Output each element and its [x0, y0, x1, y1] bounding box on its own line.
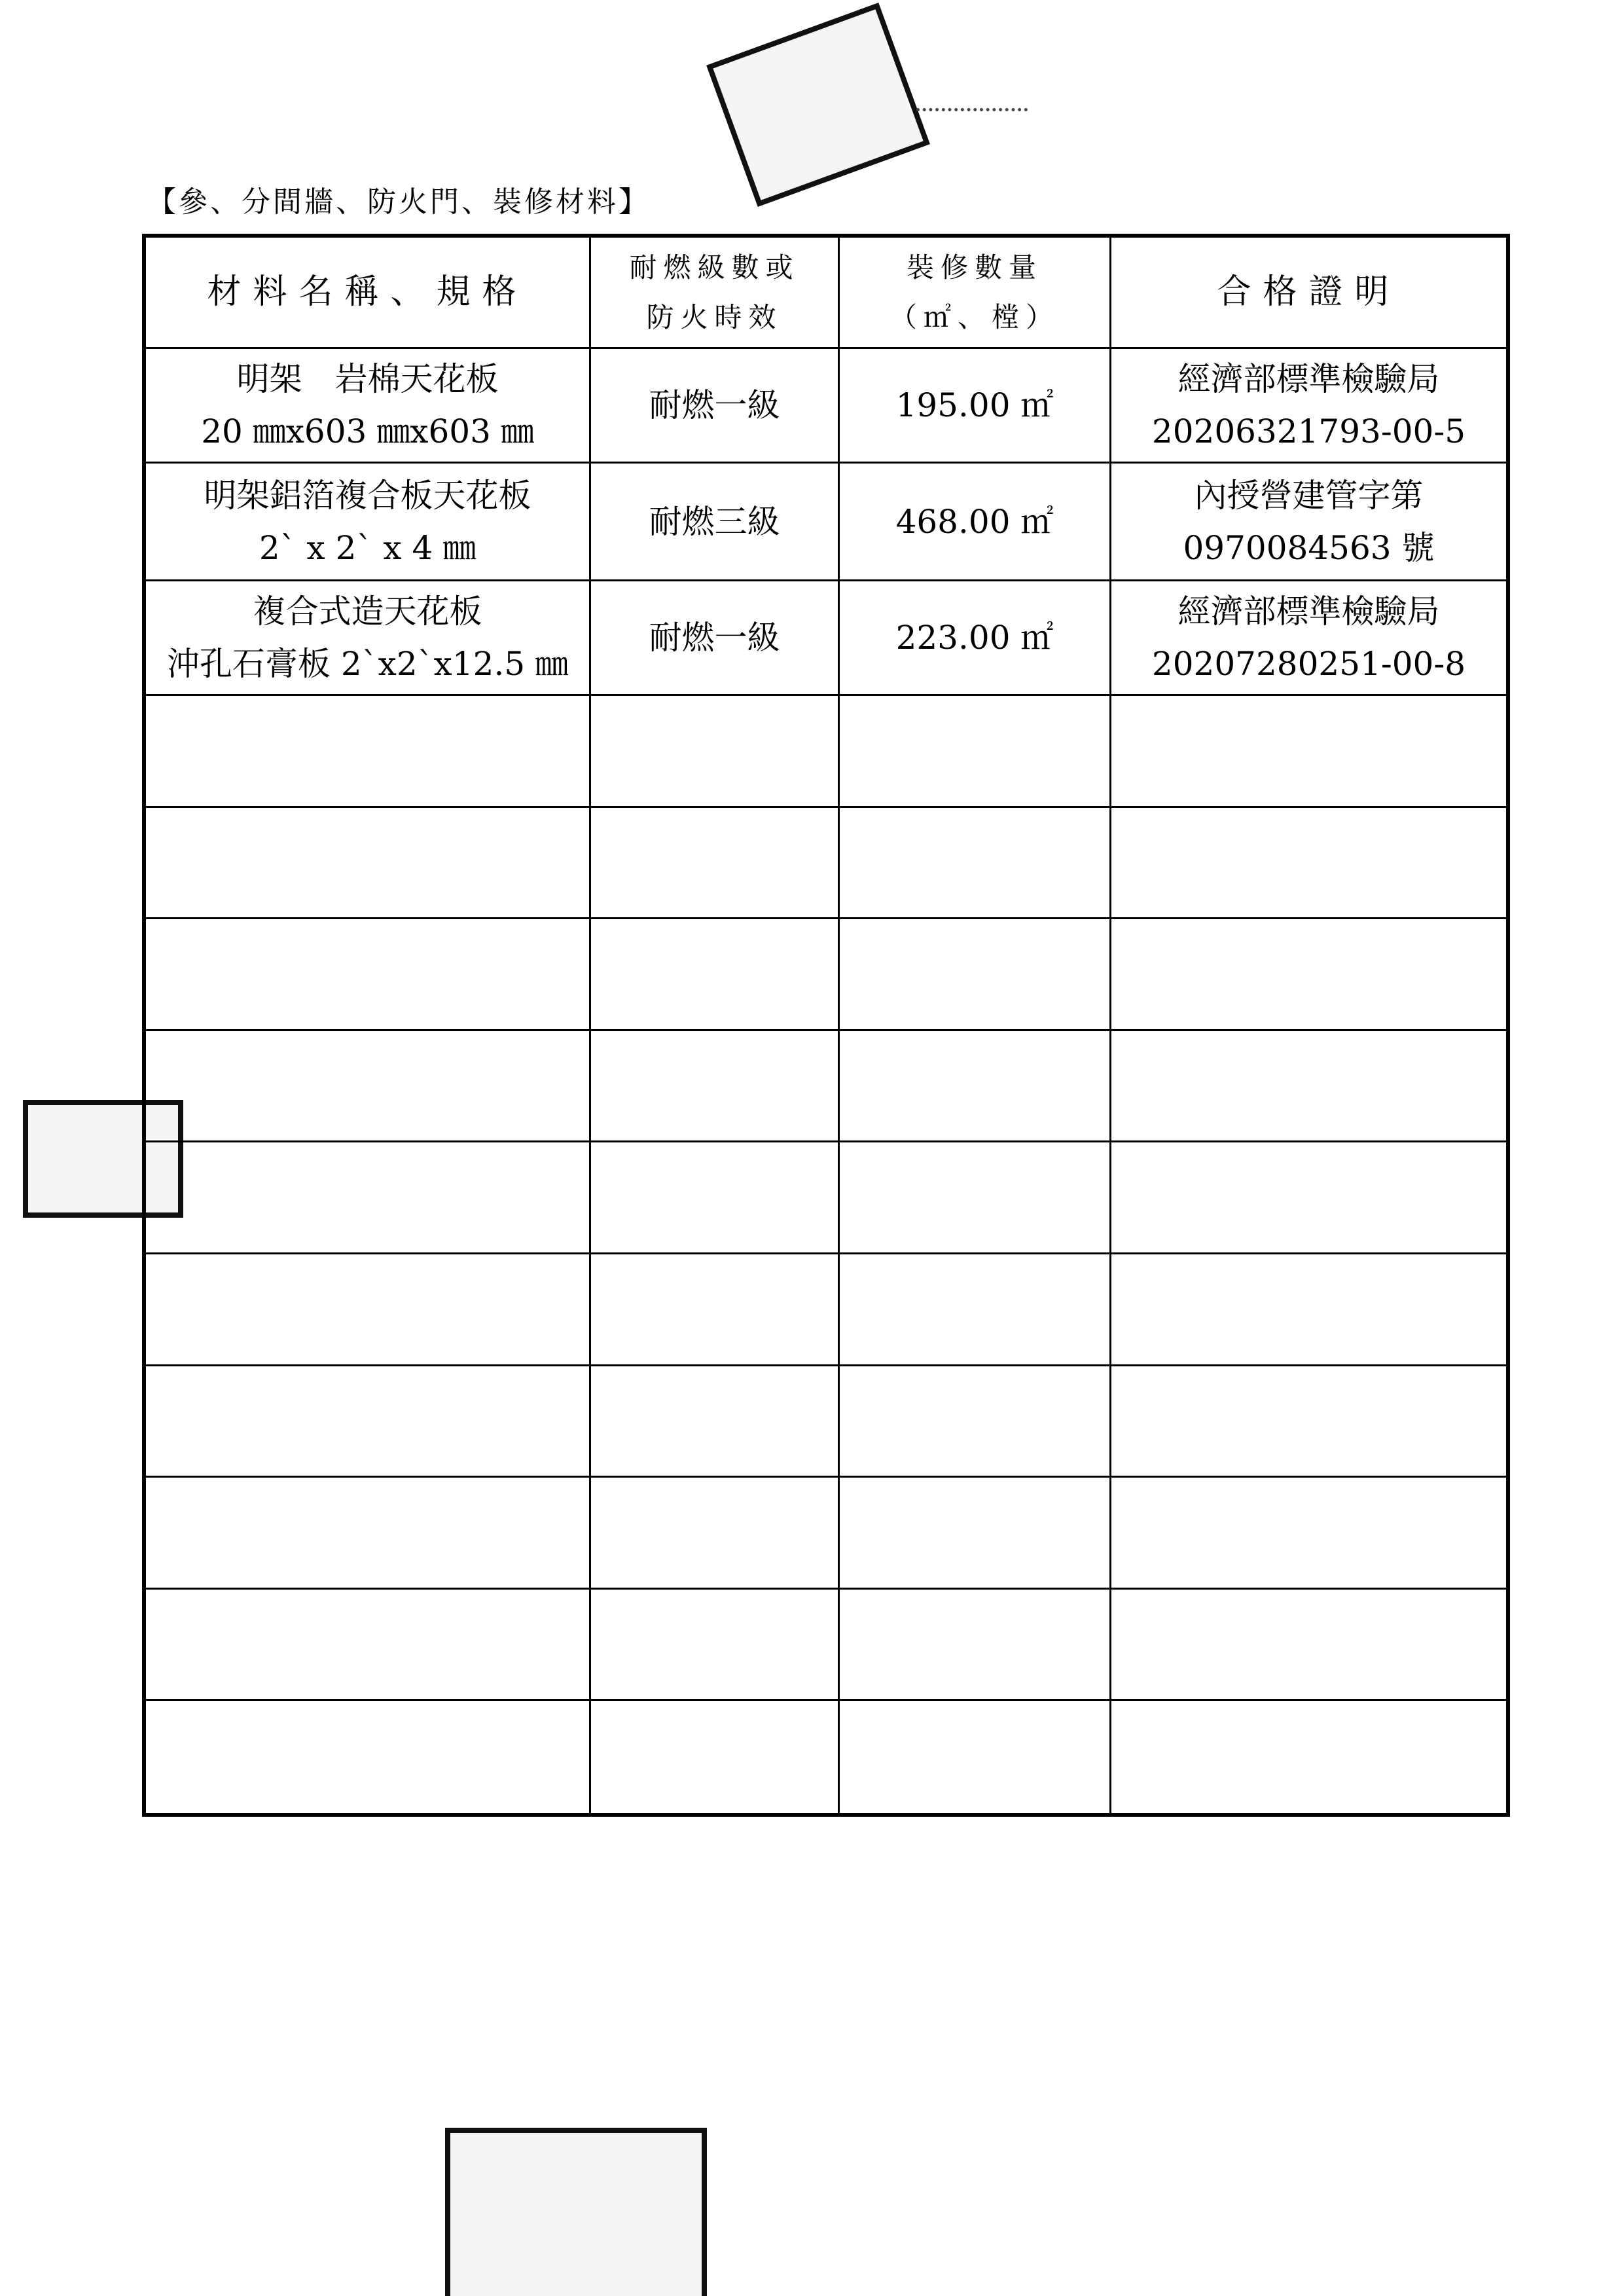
empty-cell — [146, 1590, 591, 1702]
material-name-line1: 明架 岩棉天花板 — [236, 360, 499, 398]
material-spec-line2: 20 ㎜x603 ㎜x603 ㎜ — [201, 412, 534, 450]
empty-cell — [1111, 696, 1506, 808]
empty-cell — [840, 1590, 1111, 1702]
empty-cell — [146, 1366, 591, 1478]
table-cell-qty — [840, 581, 1111, 696]
header-qty-line2: （㎡、樘） — [889, 301, 1060, 333]
header-fire-line1: 耐燃級數或 — [629, 251, 800, 283]
empty-cell — [591, 1142, 840, 1254]
empty-cell — [591, 808, 840, 920]
empty-cell — [1111, 1478, 1506, 1590]
empty-cell — [591, 696, 840, 808]
quantity-value: 223.00 ㎡ — [895, 619, 1054, 657]
fire-rating-value: 耐燃一級 — [649, 386, 780, 424]
empty-cell — [146, 1478, 591, 1590]
empty-cell — [146, 808, 591, 920]
header-material-name-text: 材料名稱、規格 — [207, 272, 528, 312]
empty-cell — [591, 1031, 840, 1143]
section-heading: 【參、分間牆、防火門、裝修材料】 — [147, 185, 650, 219]
empty-cell — [591, 1478, 840, 1590]
empty-cell — [591, 1590, 840, 1702]
empty-cell — [591, 1254, 840, 1366]
fire-rating-value: 耐燃三級 — [649, 502, 780, 541]
empty-cell — [840, 1366, 1111, 1478]
table-cell-cert — [1111, 464, 1506, 581]
table-cell-name — [146, 349, 591, 464]
empty-cell — [591, 919, 840, 1031]
quantity-value: 195.00 ㎡ — [895, 386, 1054, 424]
seal-stamp-bottom — [445, 2128, 707, 2296]
empty-cell — [591, 1366, 840, 1478]
material-spec-line2: 沖孔石膏板 2`x2`x12.5 ㎜ — [166, 645, 569, 683]
table-cell-qty — [840, 464, 1111, 581]
fire-rating-value: 耐燃一級 — [649, 619, 780, 657]
material-name-line1: 明架鋁箔複合板天花板 — [204, 476, 531, 515]
empty-cell — [146, 696, 591, 808]
header-fire-line2: 防火時效 — [646, 301, 783, 333]
empty-cell — [840, 1031, 1111, 1143]
empty-cell — [591, 1701, 840, 1813]
cert-number: 20207280251-00-8 — [1151, 645, 1466, 683]
header-fire-rating — [591, 238, 840, 349]
table-cell-fire — [591, 349, 840, 464]
table-cell-cert — [1111, 581, 1506, 696]
header-certificate-text: 合格證明 — [1217, 272, 1401, 312]
empty-cell — [840, 696, 1111, 808]
empty-cell — [840, 1701, 1111, 1813]
quantity-value: 468.00 ㎡ — [895, 502, 1054, 541]
cert-number: 0970084563 號 — [1183, 528, 1435, 567]
table-cell-fire — [591, 581, 840, 696]
empty-cell — [840, 1478, 1111, 1590]
cert-issuer: 經濟部標準檢驗局 — [1178, 360, 1440, 398]
empty-cell — [146, 1142, 591, 1254]
empty-cell — [1111, 808, 1506, 920]
empty-cell — [1111, 1142, 1506, 1254]
empty-cell — [840, 919, 1111, 1031]
empty-cell — [840, 1142, 1111, 1254]
table-cell-name — [146, 464, 591, 581]
empty-cell — [146, 1254, 591, 1366]
cert-issuer: 經濟部標準檢驗局 — [1178, 592, 1440, 630]
empty-cell — [1111, 1590, 1506, 1702]
empty-cell — [1111, 1031, 1506, 1143]
material-name-line1: 複合式造天花板 — [253, 592, 482, 630]
seal-stamp-top — [706, 3, 930, 207]
empty-cell — [840, 808, 1111, 920]
cert-issuer: 內授營建管字第 — [1194, 476, 1424, 515]
empty-cell — [146, 1701, 591, 1813]
cert-number: 20206321793-00-5 — [1151, 412, 1466, 450]
header-qty-line1: 裝修數量 — [906, 251, 1043, 283]
empty-cell — [1111, 919, 1506, 1031]
header-certificate — [1111, 238, 1506, 349]
header-quantity — [840, 238, 1111, 349]
empty-cell — [146, 1031, 591, 1143]
table-cell-fire — [591, 464, 840, 581]
table-cell-qty — [840, 349, 1111, 464]
empty-cell — [1111, 1254, 1506, 1366]
material-spec-line2: 2` x 2` x 4 ㎜ — [259, 528, 476, 567]
empty-cell — [1111, 1366, 1506, 1478]
table-cell-cert — [1111, 349, 1506, 464]
materials-table — [142, 234, 1510, 1817]
empty-cell — [146, 919, 591, 1031]
empty-cell — [1111, 1701, 1506, 1813]
table-cell-name — [146, 581, 591, 696]
empty-cell — [840, 1254, 1111, 1366]
header-material-name — [146, 238, 591, 349]
scan-speckle — [916, 108, 1028, 115]
